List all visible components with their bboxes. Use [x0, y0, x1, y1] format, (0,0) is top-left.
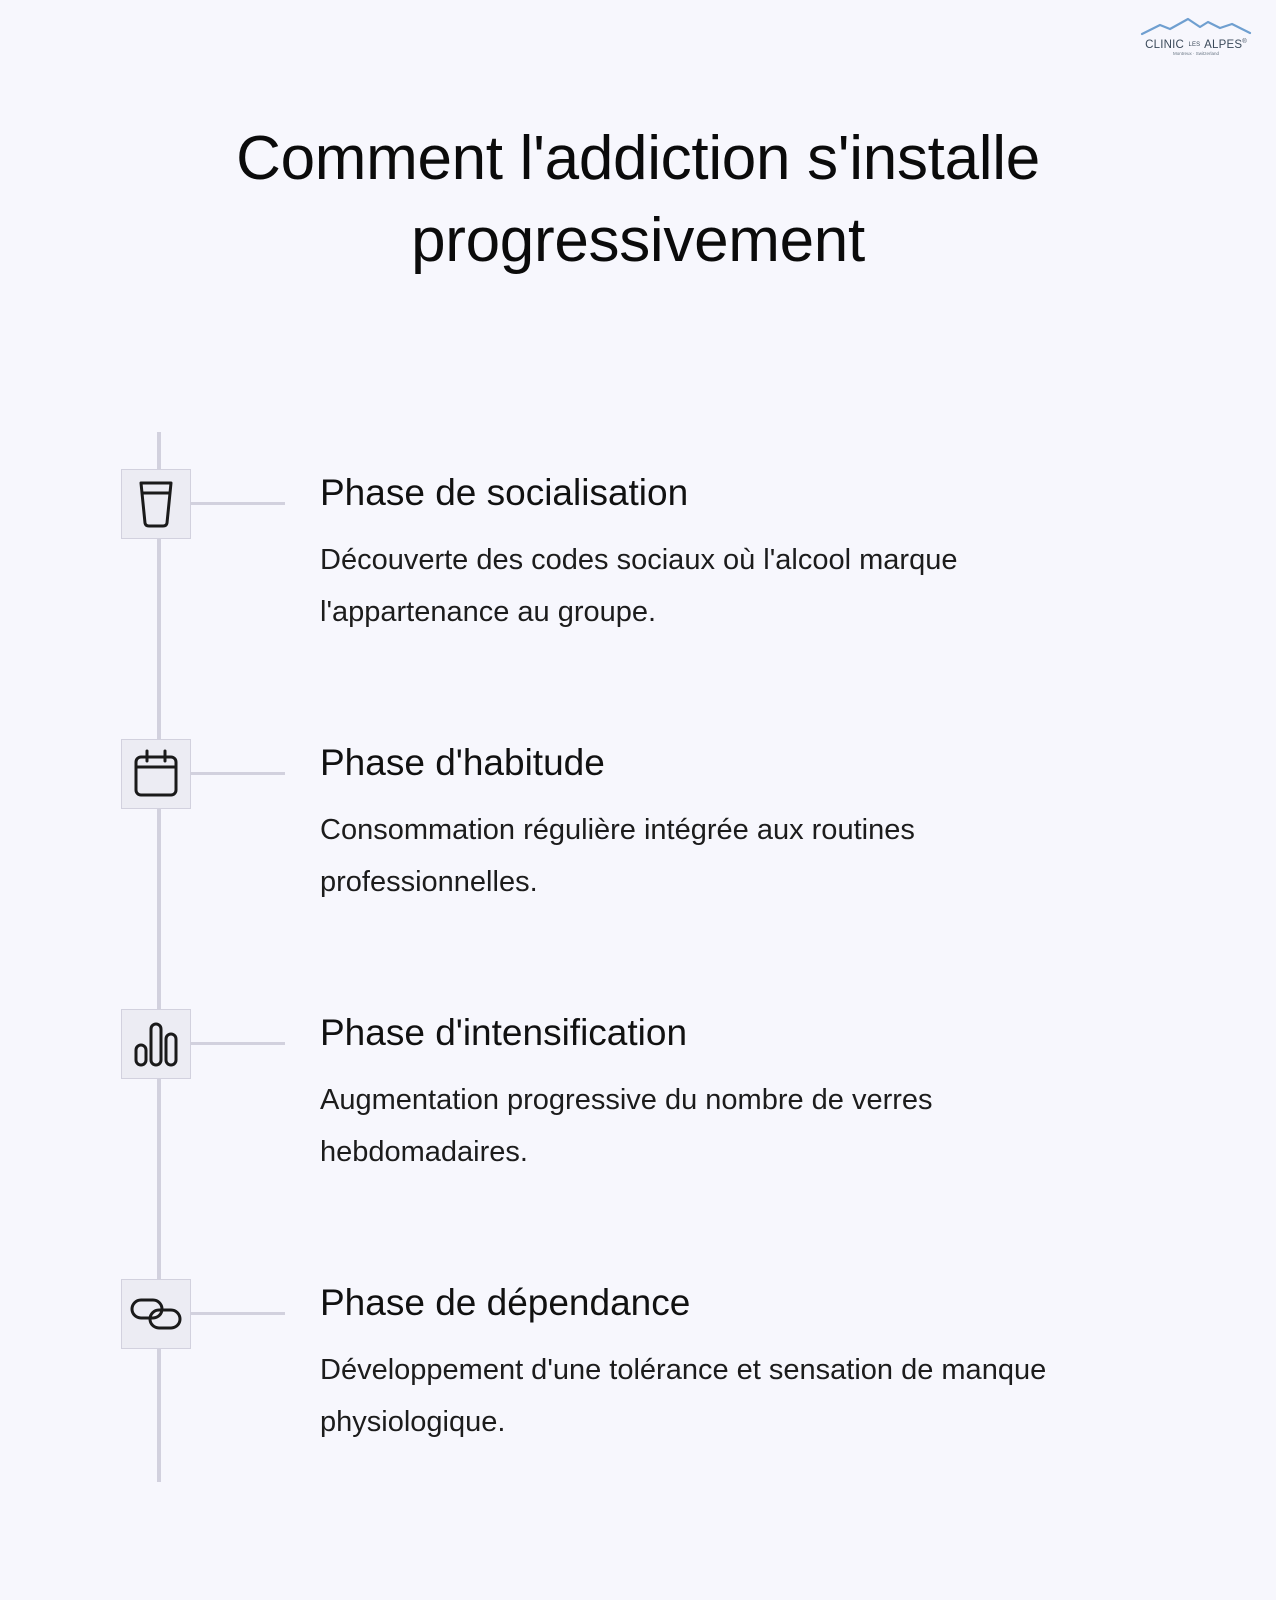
phase-icon-box — [121, 739, 191, 809]
phase-icon-box — [121, 1009, 191, 1079]
page-title — [0, 118, 1276, 282]
bar-chart-icon — [133, 1021, 179, 1067]
brand-name — [1134, 36, 1258, 51]
phase-intensification — [0, 972, 1276, 1172]
page-title-line-1: Comment l'addiction s'installe — [236, 124, 1040, 193]
chain-link-icon — [130, 1294, 182, 1334]
phase-icon-box — [121, 469, 191, 539]
phase-habitude — [0, 702, 1276, 902]
timeline-connector — [191, 502, 285, 505]
timeline-connector — [191, 1042, 285, 1045]
page-title-line-2: progressivement — [411, 206, 865, 275]
mountain-logo-icon — [1140, 16, 1252, 36]
phase-title: Phase d'habitude — [320, 742, 605, 783]
phase-description: Découverte des codes sociaux où l'alcool marque l'appartenance au groupe. — [320, 544, 958, 628]
phase-description: Augmentation progressive du nombre de verres hebdomadaires. — [320, 1084, 933, 1168]
brand-name-small: LES — [1188, 41, 1201, 48]
glass-icon — [136, 479, 176, 529]
brand-logo — [1134, 16, 1258, 64]
brand-subtitle: Montreux · Switzerland — [1172, 50, 1220, 56]
phase-description: Consommation régulière intégrée aux routines professionnelles. — [320, 814, 915, 898]
calendar-icon — [133, 749, 179, 799]
timeline-connector — [191, 772, 285, 775]
timeline-connector — [191, 1312, 285, 1315]
phase-title: Phase de dépendance — [320, 1282, 691, 1323]
phase-description: Développement d'une tolérance et sensation de manque physiologique. — [320, 1354, 1047, 1438]
brand-name-left: CLINIC — [1145, 38, 1185, 51]
phase-title: Phase d'intensification — [320, 1012, 688, 1053]
phase-icon-box — [121, 1279, 191, 1349]
phase-title: Phase de socialisation — [320, 472, 689, 513]
phase-socialisation — [0, 432, 1276, 632]
phase-dependance — [0, 1242, 1276, 1442]
brand-name-right: ALPES — [1204, 38, 1243, 51]
brand-trademark: ® — [1242, 39, 1247, 45]
